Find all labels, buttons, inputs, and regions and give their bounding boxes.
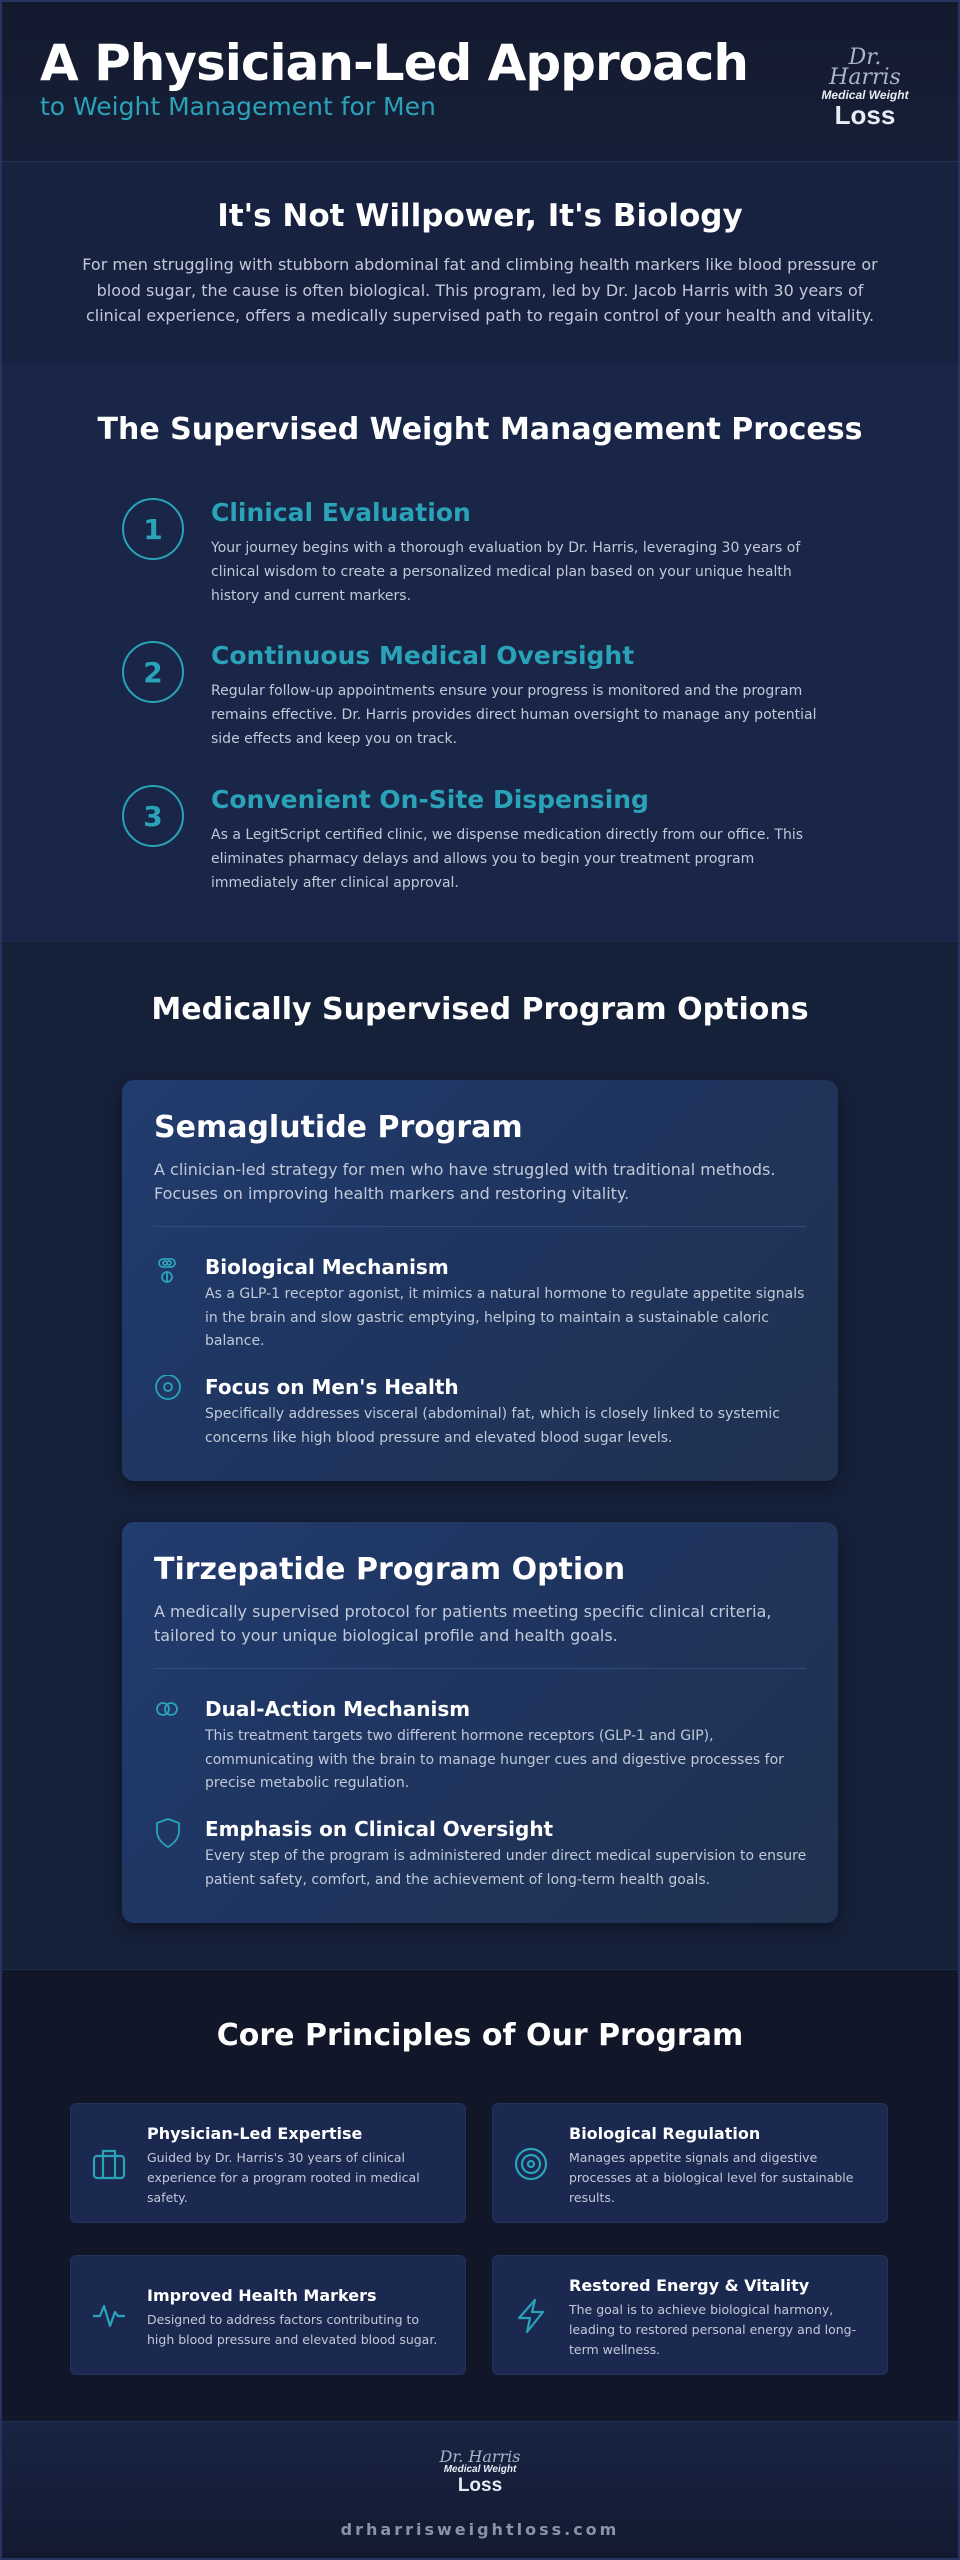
- principle-text: Manages appetite signals and digestive processes at a biological level for sustainable results.: [569, 2150, 854, 2205]
- lightning-bolt-icon: [513, 2298, 549, 2334]
- principle-title: Improved Health Markers: [147, 2286, 377, 2305]
- website-link[interactable]: drharrisweightloss.com: [340, 2520, 620, 2539]
- process-title: The Supervised Weight Management Process: [97, 412, 863, 447]
- feature-title: Biological Mechanism: [205, 1255, 449, 1279]
- program-card-title: Semaglutide Program: [154, 1110, 523, 1145]
- principles-title: Core Principles of Our Program: [216, 2018, 744, 2053]
- medical-bag-icon: [91, 2146, 127, 2182]
- page-header: [0, 0, 960, 162]
- target-circle-icon: [154, 1375, 182, 1409]
- principle-text: Guided by Dr. Harris's 30 years of clinical experience for a program rooted in medical safety.: [147, 2150, 420, 2205]
- program-card-description: A clinician-led strategy for men who have struggled with traditional methods. Focuses on improving health markers and restoring vitality.: [154, 1160, 776, 1203]
- programs-section: [0, 942, 960, 1969]
- principle-title: Physician-Led Expertise: [147, 2124, 363, 2143]
- target-icon: [513, 2146, 549, 2182]
- feature-title: Emphasis on Clinical Oversight: [205, 1817, 554, 1841]
- step-title: Convenient On-Site Dispensing: [211, 785, 649, 814]
- logo-line1: Medical Weight: [821, 88, 909, 102]
- principle-title: Biological Regulation: [569, 2124, 761, 2143]
- principle-title: Restored Energy & Vitality: [569, 2276, 810, 2295]
- logo-line1: Medical Weight: [443, 2464, 517, 2475]
- principle-text: Designed to address factors contributing to high blood pressure and elevated blood sugar.: [147, 2312, 438, 2347]
- program-card-tirzepatide: [122, 1522, 838, 1923]
- principles-section: [0, 1969, 960, 2421]
- step-title: Continuous Medical Oversight: [211, 641, 635, 670]
- intro-text: For men struggling with stubborn abdominal fat and climbing health markers like blood pressure or blood sugar, the cause is often biological. This program, led by Dr. Jacob Harris with 30 years of clinical experience, offers a medically supervised path to regain control of your health and vitality.: [82, 255, 878, 325]
- step-text: Your journey begins with a thorough evaluation by Dr. Harris, leveraging 30 years of clinical wisdom to create a personalized medical plan based on your unique health history and current markers.: [211, 540, 801, 604]
- principle-card: [492, 2103, 888, 2223]
- pulse-icon: [91, 2298, 127, 2334]
- card-divider: [154, 1226, 806, 1227]
- feature-text: Specifically addresses visceral (abdominal) fat, which is closely linked to systemic concerns like high blood pressure and elevated blood sugar levels.: [205, 1406, 780, 1446]
- linked-capsules-icon: [154, 1255, 182, 1289]
- logo-line2: Loss: [457, 2475, 503, 2496]
- step-number-badge: 2: [122, 641, 184, 703]
- dual-rings-icon: [154, 1697, 182, 1731]
- program-card-semaglutide: [122, 1080, 838, 1481]
- principle-card: [70, 2255, 466, 2375]
- page-subtitle: to Weight Management for Men: [40, 92, 436, 121]
- principle-card: [492, 2255, 888, 2375]
- logo-script-text: Dr. Harris: [439, 2447, 521, 2466]
- shield-icon: [154, 1817, 182, 1851]
- feature-title: Dual-Action Mechanism: [205, 1697, 471, 1721]
- step-title: Clinical Evaluation: [211, 498, 471, 527]
- logo-line2: Loss: [834, 100, 896, 130]
- step-number-badge: 1: [122, 498, 184, 560]
- card-divider: [154, 1668, 806, 1669]
- logo-script-text: Dr. Harris: [829, 45, 901, 90]
- intro-title: It's Not Willpower, It's Biology: [217, 198, 743, 234]
- feature-title: Focus on Men's Health: [205, 1375, 459, 1399]
- program-card-description: A medically supervised protocol for patients meeting specific clinical criteria, tailored to your unique biological profile and health goals.: [154, 1602, 772, 1645]
- page-title: A Physician-Led Approach: [40, 34, 748, 92]
- programs-title: Medically Supervised Program Options: [151, 992, 809, 1027]
- intro-section: [0, 162, 960, 364]
- step-text: As a LegitScript certified clinic, we dispense medication directly from our office. This eliminates pharmacy delays and allows you to begin your treatment program immediately after clinical approval.: [211, 827, 804, 891]
- feature-text: This treatment targets two different hormone receptors (GLP-1 and GIP), communicating with the brain to manage hunger cues and digestive processes for precise metabolic regulation.: [205, 1728, 784, 1791]
- feature-text: As a GLP-1 receptor agonist, it mimics a natural hormone to regulate appetite signals in the brain and slow gastric emptying, helping to maintain a sustainable caloric balance.: [205, 1286, 805, 1349]
- brand-logo[interactable]: [810, 45, 920, 130]
- step-text: Regular follow-up appointments ensure your progress is monitored and the program remains effective. Dr. Harris provides direct human oversight to manage any potential side effects and keep you on track.: [211, 683, 817, 747]
- feature-text: Every step of the program is administered under direct medical supervision to ensure patient safety, comfort, and the achievement of long-term health goals.: [205, 1848, 807, 1888]
- principle-card: [70, 2103, 466, 2223]
- principle-text: The goal is to achieve biological harmony, leading to restored personal energy and long-term wellness.: [569, 2302, 857, 2357]
- program-card-title: Tirzepatide Program Option: [154, 1552, 626, 1587]
- process-section: [0, 364, 960, 942]
- step-number-badge: 3: [122, 785, 184, 847]
- page-footer: [0, 2421, 960, 2558]
- footer-logo[interactable]: [430, 2447, 530, 2496]
